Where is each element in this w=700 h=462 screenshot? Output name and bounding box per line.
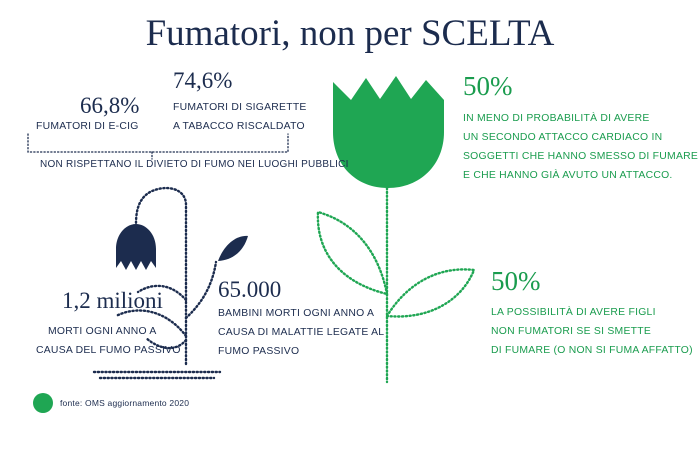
children-caption-line: LA POSSIBILITÀ DI AVERE FIGLI xyxy=(491,307,656,318)
heart-attack-caption-line: E CHE HANNO GIÀ AVUTO UN ATTACCO. xyxy=(463,170,673,181)
heart-attack-caption-line: IN MENO DI PROBABILITÀ DI AVERE xyxy=(463,113,650,124)
children-deaths-caption-line: FUMO PASSIVO xyxy=(218,346,300,357)
children-deaths-value: 65.000 xyxy=(218,277,282,302)
heart-attack-caption-line: UN SECONDO ATTACCO CARDIACO IN xyxy=(463,132,663,143)
heart-attack-caption xyxy=(463,109,698,185)
smoke-ban-note: NON RISPETTANO IL DIVIETO DI FUMO NEI LUOGHI PUBBLICI xyxy=(40,159,349,170)
heated-value: 74,6% xyxy=(173,68,233,93)
children-caption-line: NON FUMATORI SE SI SMETTE xyxy=(491,326,652,337)
passive-deaths-caption xyxy=(36,322,181,360)
passive-deaths-caption-line: CAUSA DEL FUMO PASSIVO xyxy=(36,345,181,356)
source-dot-icon xyxy=(33,393,53,413)
page-title: Fumatori, non per SCELTA xyxy=(145,13,555,54)
children-deaths-caption-line: BAMBINI MORTI OGNI ANNO A xyxy=(218,308,375,319)
source-note: fonte: OMS aggiornamento 2020 xyxy=(60,398,190,408)
heart-attack-value: 50% xyxy=(463,71,513,101)
passive-deaths-caption-line: MORTI OGNI ANNO A xyxy=(48,326,157,337)
heated-caption-line: A TABACCO RISCALDATO xyxy=(173,121,305,132)
children-caption xyxy=(491,303,693,360)
children-caption-line: DI FUMARE (O NON SI FUMA AFFATTO) xyxy=(491,345,693,356)
heart-attack-caption-line: SOGGETTI CHE HANNO SMESSO DI FUMARE xyxy=(463,151,699,162)
ecig-value: 66,8% xyxy=(80,93,140,118)
children-deaths-caption-line: CAUSA DI MALATTIE LEGATE AL xyxy=(218,327,385,338)
passive-deaths-value: 1,2 milioni xyxy=(62,288,163,313)
children-deaths-caption xyxy=(218,304,384,361)
children-value: 50% xyxy=(491,266,541,296)
ecig-caption: FUMATORI DI E-CIG xyxy=(36,121,139,132)
heated-caption xyxy=(173,98,307,136)
heated-caption-line: FUMATORI DI SIGARETTE xyxy=(173,102,307,113)
